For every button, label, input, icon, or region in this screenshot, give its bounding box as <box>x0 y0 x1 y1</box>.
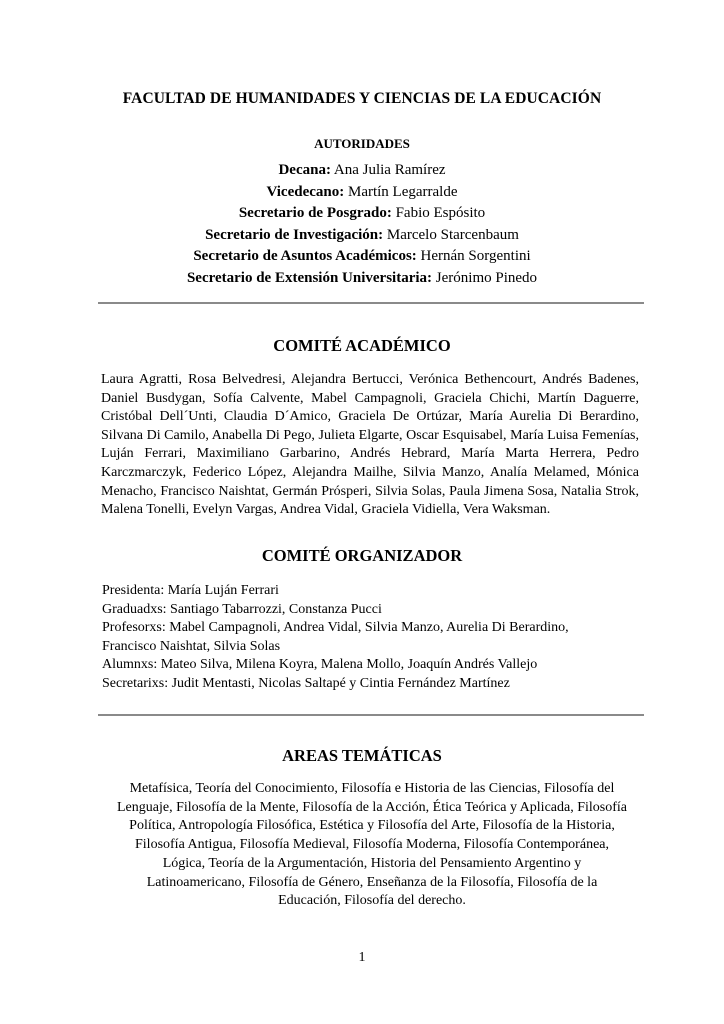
authority-role: Secretario de Asuntos Académicos: <box>193 248 417 264</box>
authority-name: Ana Julia Ramírez <box>330 162 446 178</box>
thematic-areas-line: Filosofía Antigua, Filosofía Medieval, Filosofía Moderna, Filosofía Contemporánea, <box>135 837 609 853</box>
thematic-areas-text <box>108 780 636 911</box>
authority-name: Fabio Espósito <box>391 205 486 221</box>
section-divider <box>98 714 644 716</box>
academic-committee-members: Laura Agratti, Rosa Belvedresi, Alejandra Bertucci, Verónica Bethencourt, Andrés Badenes, Daniel Busdygan, Sofía Calvente, Mabel Campagnoli, Graciela Chichi, Martín Daguerre, Cristóbal Dell´Unti, Claudia D´Amico, Graciela De Ortúzar, María Aurelia Di Berardino, Silvana Di Camilo, Anabella Di Pego, Julieta Elgarte, Oscar Esquisabel, María Luisa Femenías, Luján Ferrari, Maximiliano Garbarino, Andrés Hebrard, María Marta Herrera, Pedro Karczmarczyk, Federico López, Alejandra Mailhe, Silvia Manzo, Analía Melamed, Mónica Menacho, Francisco Naishtat, Germán Prósperi, Silvia Solas, Paula Jimena Sosa, Natalia Strok, Malena Tonelli, Evelyn Vargas, Andrea Vidal, Graciela Vidiella, Vera Waksman. <box>101 372 639 518</box>
authority-name: Marcelo Starcenbaum <box>383 226 519 243</box>
section-divider <box>98 302 644 304</box>
authority-name: Hernán Sorgentini <box>416 248 531 264</box>
authority-role: Vicedecano: <box>266 183 345 200</box>
thematic-areas-line: Política, Antropología Filosófica, Estética y Filosofía del Arte, Filosofía de la Historia, <box>129 818 615 834</box>
authority-role: Secretario de Investigación: <box>205 226 384 243</box>
authority-row <box>0 225 724 247</box>
faculty-title: FACULTAD DE HUMANIDADES Y CIENCIAS DE LA EDUCACIÓN <box>122 90 602 107</box>
authority-row <box>0 268 724 290</box>
thematic-areas-line: Metafísica, Teoría del Conocimiento, Filosofía e Historia de las Ciencias, Filosofía del <box>129 781 615 796</box>
thematic-areas-line: Lógica, Teoría de la Argumentación, Historia del Pensamiento Argentino y <box>162 855 582 871</box>
authority-role: Secretario de Posgrado: <box>238 205 392 221</box>
organizing-committee-row: Francisco Naishtat, Silvia Solas <box>102 638 281 654</box>
authorities-heading: AUTORIDADES <box>314 136 410 151</box>
organizing-committee-row: Presidenta: María Luján Ferrari <box>102 583 279 598</box>
organizing-committee-list <box>102 582 642 694</box>
thematic-areas-line: Latinoamericano, Filosofía de Género, Enseñanza de la Filosofía, Filosofía de la <box>146 874 598 890</box>
authority-row <box>0 160 724 182</box>
authority-name: Jerónimo Pinedo <box>432 269 538 286</box>
thematic-areas-line: Educación, Filosofía del derecho. <box>278 893 466 909</box>
organizing-committee-row: Graduadxs: Santiago Tabarrozzi, Constanza Pucci <box>102 601 382 617</box>
authority-role: Decana: <box>278 162 331 178</box>
authority-name: Martín Legarralde <box>344 183 458 200</box>
authority-row <box>0 246 724 268</box>
academic-committee-title: COMITÉ ACADÉMICO <box>273 336 451 355</box>
thematic-areas-title: AREAS TEMÁTICAS <box>282 746 442 765</box>
authority-role: Secretario de Extensión Universitaria: <box>186 269 433 286</box>
organizing-committee-row: Alumnxs: Mateo Silva, Milena Koyra, Malena Mollo, Joaquín Andrés Vallejo <box>102 657 538 673</box>
page-number: 1 <box>358 950 366 965</box>
authorities-list <box>0 160 724 289</box>
authority-row <box>0 203 724 225</box>
organizing-committee-title: COMITÉ ORGANIZADOR <box>261 546 463 565</box>
thematic-areas-line: Lenguaje, Filosofía de la Mente, Filosofía de la Acción, Ética Teórica y Aplicada, Filosofía <box>116 799 627 815</box>
organizing-committee-row: Profesorxs: Mabel Campagnoli, Andrea Vidal, Silvia Manzo, Aurelia Di Berardino, <box>102 620 569 636</box>
authority-row <box>0 182 724 204</box>
organizing-committee-row: Secretarixs: Judit Mentasti, Nicolas Saltapé y Cintia Fernández Martínez <box>102 675 510 691</box>
